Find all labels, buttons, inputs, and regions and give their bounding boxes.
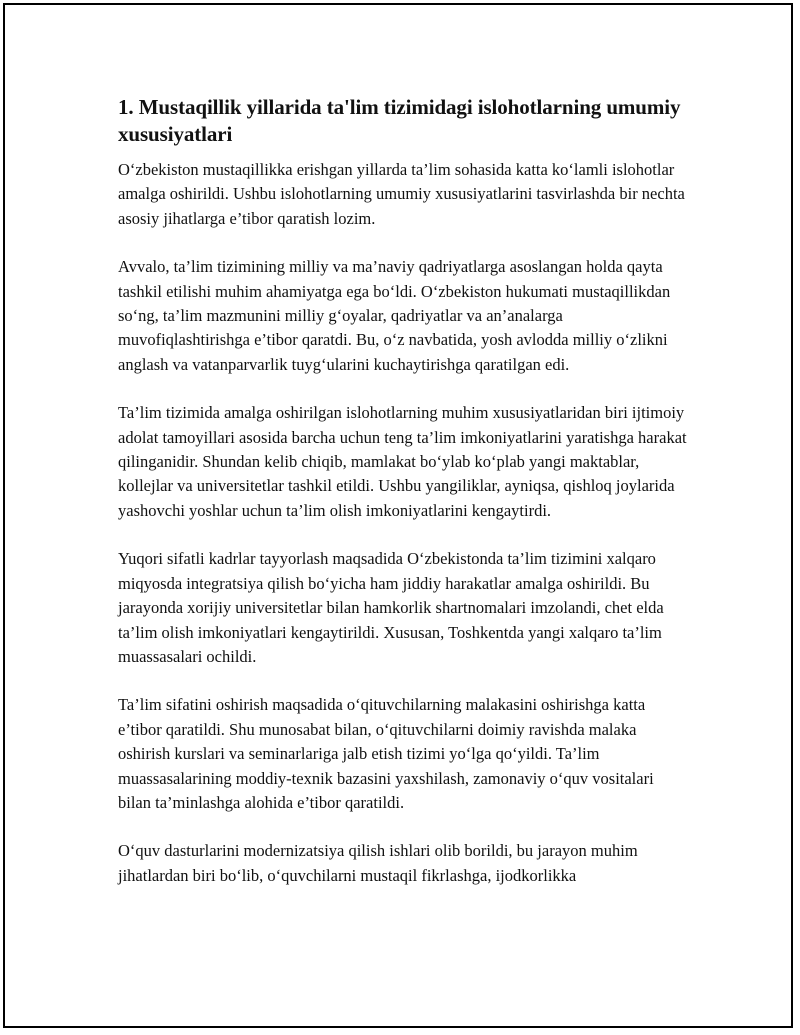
document-body: [118, 94, 690, 912]
paragraph-1: O‘zbekiston mustaqillikka erishgan yillarda ta’lim sohasida katta ko‘lamli islohotlar amalga oshirildi. Ushbu islohotlarning umumiy xususiyatlarini tasvirlashda bir nechta asosiy jihatlarga e’tibor qaratish lozim.: [118, 160, 685, 228]
section-title: 1. Mustaqillik yillarida ta'lim tizimidagi islohotlarning umumiy xususiyatlari: [118, 95, 681, 146]
paragraph-4: Yuqori sifatli kadrlar tayyorlash maqsadida O‘zbekistonda ta’lim tizimini xalqaro miqyosda integratsiya qilish bo‘yicha ham jiddiy harakatlar amalga oshirildi. Bu jarayonda xorijiy universitetlar bilan hamkorlik shartnomalari imzolandi, chet elda ta’lim olish imkoniyatlari kengaytirildi. Xususan, Toshkentda yangi xalqaro ta’lim muassasalari ochildi.: [118, 549, 664, 666]
paragraph-3: Ta’lim tizimida amalga oshirilgan islohotlarning muhim xususiyatlaridan biri ijtimoiy adolat tamoyillari asosida barcha uchun teng ta’lim imkoniyatlarini yaratishga harakat qilinganidir. Shundan kelib chiqib, mamlakat bo‘ylab ko‘plab yangi maktablar, kollejlar va universitetlar tashkil etildi. Ushbu yangiliklar, ayniqsa, qishloq joylarida yashovchi yoshlar uchun ta’lim olish imkoniyatlarini kengaytirdi.: [118, 403, 687, 520]
paragraph-2: Avvalo, ta’lim tizimining milliy va ma’naviy qadriyatlarga asoslangan holda qayta tashkil etilishi muhim ahamiyatga ega bo‘ldi. O‘zbekiston hukumati mustaqillikdan so‘ng, ta’lim mazmunini milliy g‘oyalar, qadriyatlar va an’analarga muvofiqlashtirishga e’tibor qaratdi. Bu, o‘z navbatida, yosh avlodda milliy o‘zlikni anglash va vatanparvarlik tuyg‘ularini kuchaytirishga qaratilgan edi.: [118, 257, 671, 374]
paragraph-6: O‘quv dasturlarini modernizatsiya qilish ishlari olib borildi, bu jarayon muhim jihatlardan biri bo‘lib, o‘quvchilarni mustaqil fikrlashga, ijodkorlikka: [118, 841, 638, 885]
paragraph-5: Ta’lim sifatini oshirish maqsadida o‘qituvchilarning malakasini oshirishga katta e’tibor qaratildi. Shu munosabat bilan, o‘qituvchilarni doimiy ravishda malaka oshirish kurslari va seminarlariga jalb etish tizimi yo‘lga qo‘yildi. Ta’lim muassasalarining moddiy-texnik bazasini yaxshilash, zamonaviy o‘quv vositalari bilan ta’minlashga alohida e’tibor qaratildi.: [118, 695, 654, 812]
